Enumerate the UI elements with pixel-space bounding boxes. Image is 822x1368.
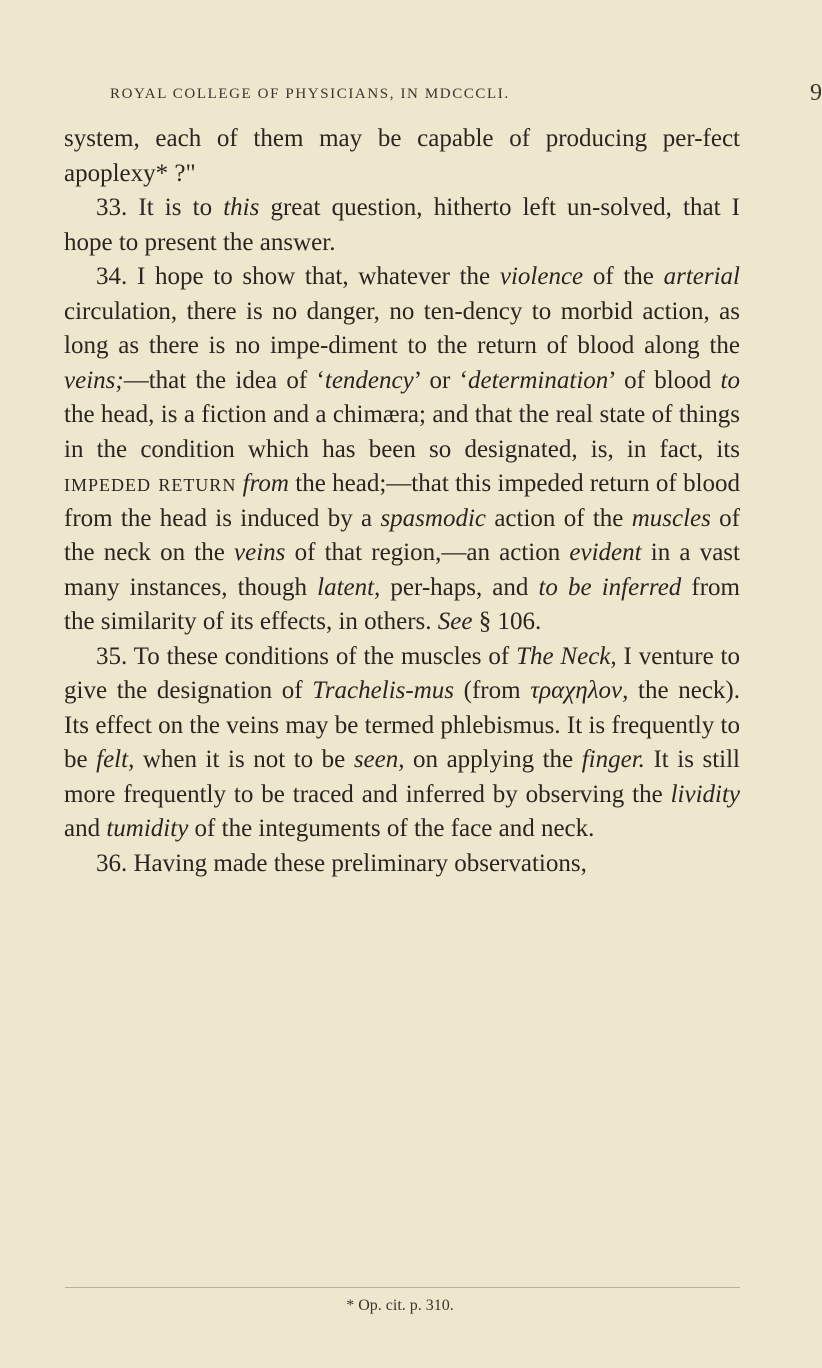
text-run: ’ or ‘ bbox=[413, 366, 469, 394]
italic-run: arterial bbox=[663, 263, 740, 290]
italic-run: determination bbox=[468, 366, 609, 394]
italic-run: finger. bbox=[581, 746, 645, 773]
small-caps-run: impeded return bbox=[64, 470, 237, 497]
italic-run: to be inferred bbox=[538, 573, 682, 601]
text-run: on applying the bbox=[404, 746, 582, 773]
italic-run: latent, bbox=[317, 573, 381, 601]
italic-run: violence bbox=[499, 263, 584, 290]
text-run: of the neck on the bbox=[64, 504, 740, 566]
paragraph-35 bbox=[64, 640, 740, 847]
italic-run: The Neck, bbox=[516, 642, 617, 670]
paragraph-33 bbox=[64, 191, 740, 260]
running-head-text: ROYAL COLLEGE OF PHYSICIANS, IN MDCCCLI. bbox=[110, 86, 510, 102]
page-number: 9 bbox=[810, 80, 822, 106]
italic-run: this bbox=[223, 194, 260, 221]
text-run: (from bbox=[453, 677, 531, 704]
footnote-divider bbox=[65, 1287, 740, 1288]
italic-run: veins bbox=[234, 539, 286, 566]
running-head bbox=[110, 80, 822, 106]
italic-run: Trachelis-mus bbox=[312, 677, 454, 704]
page-body bbox=[64, 122, 740, 881]
italic-run: See bbox=[437, 608, 473, 635]
italic-run: seen, bbox=[353, 746, 405, 773]
text-run: and bbox=[64, 815, 107, 842]
text-run: action of the bbox=[486, 504, 632, 532]
text-run: I venture to give the designation of bbox=[64, 642, 741, 704]
text-run: It is still more frequently to be traced and inferred by observing the bbox=[64, 746, 740, 808]
italic-run: spasmodic bbox=[380, 504, 486, 532]
text-run: system, each of them may be capable of producing per-fect apoplexy* ?" bbox=[64, 125, 740, 187]
text-run: 33. It is to bbox=[96, 194, 224, 221]
text-run: 34. I hope to show that, whatever the bbox=[96, 263, 500, 290]
italic-run: from bbox=[242, 470, 289, 497]
italic-run: to bbox=[720, 366, 740, 394]
text-run: of the bbox=[583, 263, 664, 290]
text-run: circulation, there is no danger, no ten-dency to morbid action, as long as there is no impe-diment to the return of blood along the bbox=[64, 297, 740, 359]
italic-run: felt, bbox=[96, 746, 135, 773]
text-run: great question, hitherto left un-solved, that I hope to present the answer. bbox=[64, 194, 740, 256]
text-run: per-haps, and bbox=[380, 573, 539, 601]
text-run: 36. Having made these preliminary observations, bbox=[96, 849, 587, 877]
italic-run: lividity bbox=[670, 780, 740, 808]
italic-run: muscles bbox=[631, 504, 711, 532]
text-run: in a vast many instances, though bbox=[64, 539, 740, 601]
footnote: * Op. cit. p. 310. bbox=[346, 1297, 454, 1314]
italic-run: evident bbox=[569, 539, 642, 566]
text-run: the neck). Its effect on the veins may be termed phlebismus. It is frequently to be bbox=[64, 677, 740, 773]
italic-run: tumidity bbox=[106, 815, 189, 842]
text-run: ’ of blood bbox=[608, 366, 721, 394]
text-run: from the similarity of its effects, in others. bbox=[64, 573, 740, 635]
text-run: when it is not to be bbox=[134, 746, 354, 773]
text-run: of that region,—an action bbox=[285, 539, 570, 566]
text-run: the head, is a fiction and a chimæra; and that the real state of things in the condition which has been so designated, is, in fact, its bbox=[64, 401, 740, 463]
italic-run: veins; bbox=[64, 366, 124, 394]
text-run: the head;—that this impeded return of blood from the head is induced by a bbox=[64, 470, 741, 532]
text-run: § 106. bbox=[472, 608, 542, 635]
paragraph-34 bbox=[64, 260, 740, 640]
text-run: —that the idea of ‘ bbox=[123, 366, 325, 394]
greek-run: τραχηλον, bbox=[530, 677, 629, 704]
paragraph-32-end bbox=[64, 122, 740, 191]
text-run: 35. To these conditions of the muscles of bbox=[96, 642, 517, 670]
italic-run: tendency bbox=[324, 366, 414, 394]
paragraph-36 bbox=[64, 847, 740, 882]
text-run: of the integuments of the face and neck. bbox=[188, 815, 595, 842]
